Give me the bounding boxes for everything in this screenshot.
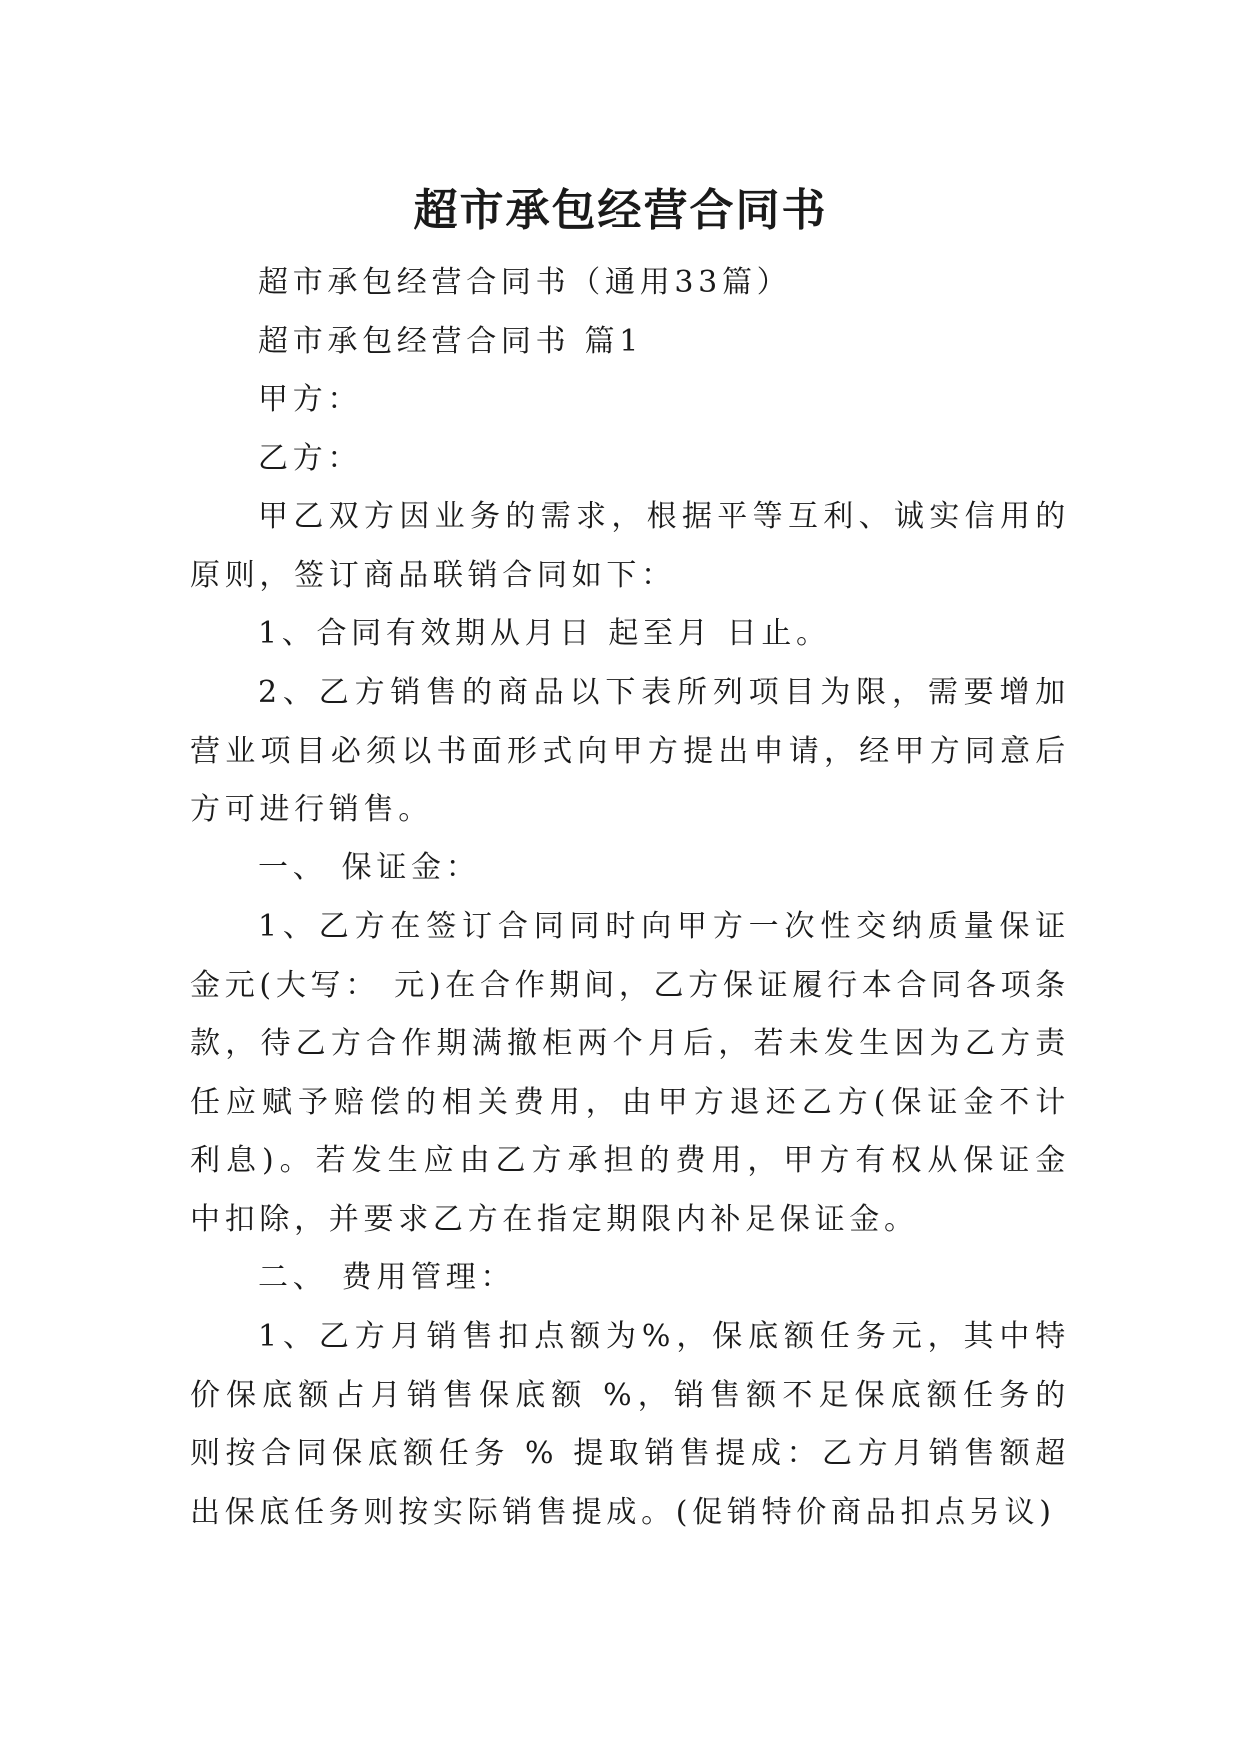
paragraph-deposit-clause: 1、乙方在签订合同同时向甲方一次性交纳质量保证金元(大写： 元)在合作期间，乙方保证履行本合同各项条款，待乙方合作期满撤柜两个月后，若未发生因为乙方责任应赋予赔偿的相关费用，由甲方退还乙方(保证金不计利息)。若发生应由乙方承担的费用，甲方有权从保证金中扣除，并要求乙方在指定期限内补足保证金。 [190,909,1070,1237]
paragraph-fees-clause: 1、乙方月销售扣点额为%，保底额任务元，其中特价保底额占月销售保底额 %，销售额不足保底额任务的则按合同保底额任务 % 提取销售提成：乙方月销售额超出保底任务则按实际销售提成。(促销特价商品扣点另议) [190,1319,1070,1530]
paragraph-preamble: 甲乙双方因业务的需求，根据平等互利、诚实信用的原则，签订商品联销合同如下： [190,499,1070,593]
paragraph-clause-1: 1、合同有效期从月日 起至月 日止。 [258,616,831,651]
paragraph-party-a: 甲方： [258,382,363,417]
paragraph-heading-fees: 二、 费用管理： [258,1260,516,1295]
paragraph-heading-deposit: 一、 保证金： [258,850,481,885]
paragraph-subtitle: 超市承包经营合同书（通用33篇） [258,265,792,300]
paragraph-section-heading: 超市承包经营合同书 篇1 [258,324,644,359]
document-title: 超市承包经营合同书 [413,185,828,237]
paragraph-clause-2: 2、乙方销售的商品以下表所列项目为限，需要增加营业项目必须以书面形式向甲方提出申请，经甲方同意后方可进行销售。 [190,675,1070,827]
paragraph-party-b: 乙方： [258,441,363,476]
